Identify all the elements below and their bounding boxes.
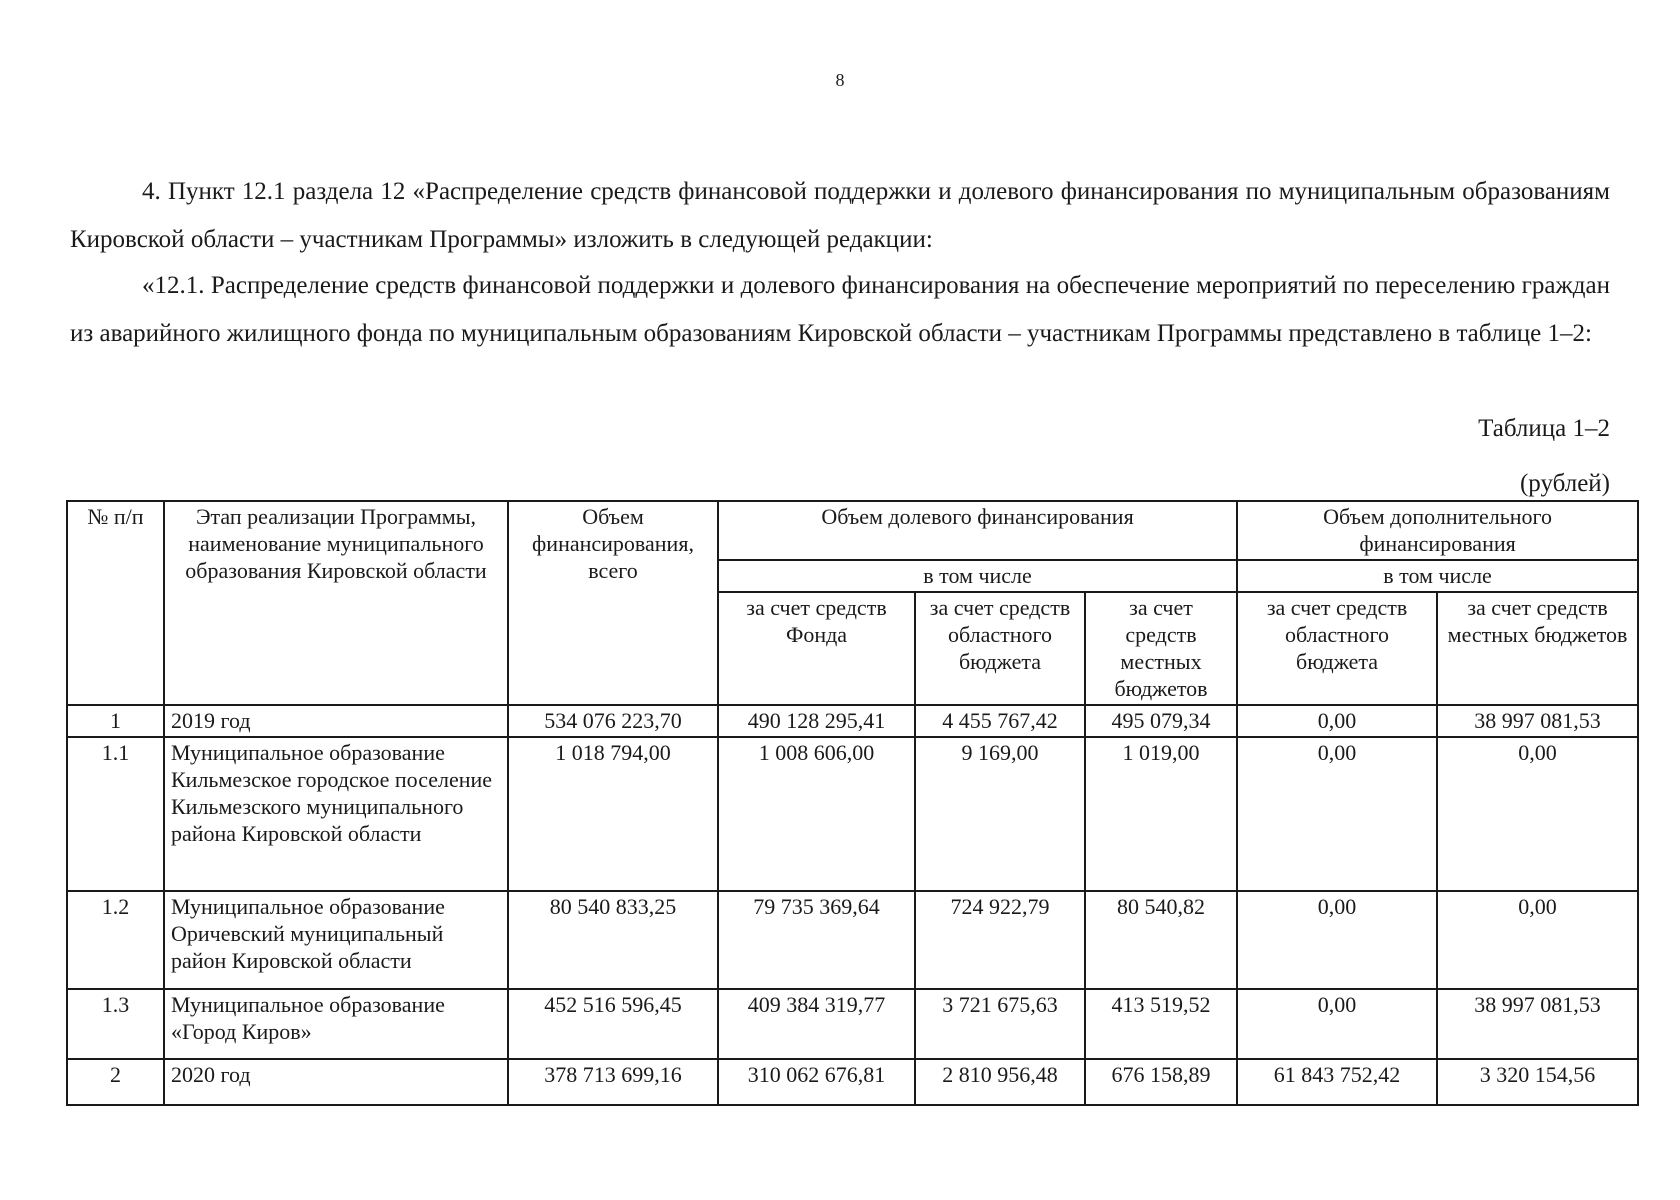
row-add-regional: 0,00 [1237, 891, 1437, 989]
header-including-shared: в том числе [718, 560, 1237, 592]
row-name: Муниципальное образование Кильмезское городское поселение Кильмезского муниципального района Кировской области [164, 737, 508, 891]
row-add-local: 3 320 154,56 [1437, 1059, 1638, 1105]
header-stage: Этап реализации Программы, наименование муниципального образования Кировской области [164, 501, 508, 705]
row-fund: 310 062 676,81 [718, 1059, 915, 1105]
row-regional: 4 455 767,42 [915, 705, 1085, 737]
table-row [67, 891, 1638, 989]
paragraph-amendment: 4. Пункт 12.1 раздела 12 «Распределение средств финансовой поддержки и долевого финансирования по муниципальным образованиям Кировской области – участникам Программы» изложить в следующей редакции: [70, 178, 1610, 253]
row-name: 2020 год [164, 1059, 508, 1105]
row-add-local: 38 997 081,53 [1437, 989, 1638, 1059]
row-total: 534 076 223,70 [508, 705, 718, 737]
header-add-regional-budget: за счет средств областного бюджета [1237, 592, 1437, 705]
row-add-local: 0,00 [1437, 737, 1638, 891]
row-num: 2 [67, 1059, 164, 1105]
header-total: Объем финансирования, всего [508, 501, 718, 705]
table-row [67, 989, 1638, 1059]
table-row [67, 705, 1638, 737]
row-total: 1 018 794,00 [508, 737, 718, 891]
table-row [67, 737, 1638, 891]
row-num: 1.3 [67, 989, 164, 1059]
row-total: 378 713 699,16 [508, 1059, 718, 1105]
row-add-regional: 0,00 [1237, 737, 1437, 891]
row-add-local: 38 997 081,53 [1437, 705, 1638, 737]
row-local: 495 079,34 [1085, 705, 1237, 737]
financing-table [66, 500, 1639, 1106]
header-including-additional: в том числе [1237, 560, 1638, 592]
row-local: 80 540,82 [1085, 891, 1237, 989]
row-regional: 724 922,79 [915, 891, 1085, 989]
header-local-budgets: за счет средств местных бюджетов [1085, 592, 1237, 705]
header-fund: за счет средств Фонда [718, 592, 915, 705]
header-add-local-budgets: за счет средств местных бюджетов [1437, 592, 1638, 705]
row-name: Муниципальное образование Оричевский муниципальный район Кировской области [164, 891, 508, 989]
row-name: 2019 год [164, 705, 508, 737]
header-num: № п/п [67, 501, 164, 705]
paragraph-distribution: «12.1. Распределение средств финансовой поддержки и долевого финансирования на обеспечение мероприятий по переселению граждан из аварийного жилищного фонда по муниципальным образованиям Кировской области – участникам Программы представлено в таблице 1–2: [70, 272, 1610, 347]
row-num: 1 [67, 705, 164, 737]
row-total: 80 540 833,25 [508, 891, 718, 989]
row-total: 452 516 596,45 [508, 989, 718, 1059]
row-regional: 3 721 675,63 [915, 989, 1085, 1059]
table-row [67, 1059, 1638, 1105]
header-additional-financing: Объем дополнительного финансирования [1237, 501, 1638, 560]
units-label: (рублей) [1519, 470, 1610, 497]
row-fund: 1 008 606,00 [718, 737, 915, 891]
row-name: Муниципальное образование «Город Киров» [164, 989, 508, 1059]
row-add-local: 0,00 [1437, 891, 1638, 989]
row-regional: 2 810 956,48 [915, 1059, 1085, 1105]
row-fund: 490 128 295,41 [718, 705, 915, 737]
row-num: 1.1 [67, 737, 164, 891]
row-local: 676 158,89 [1085, 1059, 1237, 1105]
table-caption: Таблица 1–2 [1478, 415, 1610, 442]
row-add-regional: 0,00 [1237, 705, 1437, 737]
row-fund: 409 384 319,77 [718, 989, 915, 1059]
row-local: 413 519,52 [1085, 989, 1237, 1059]
row-num: 1.2 [67, 891, 164, 989]
row-add-regional: 0,00 [1237, 989, 1437, 1059]
row-regional: 9 169,00 [915, 737, 1085, 891]
page-number: 8 [835, 70, 845, 90]
row-local: 1 019,00 [1085, 737, 1237, 891]
row-add-regional: 61 843 752,42 [1237, 1059, 1437, 1105]
row-fund: 79 735 369,64 [718, 891, 915, 989]
header-regional-budget: за счет средств областного бюджета [915, 592, 1085, 705]
header-shared-financing: Объем долевого финансирования [718, 501, 1237, 560]
